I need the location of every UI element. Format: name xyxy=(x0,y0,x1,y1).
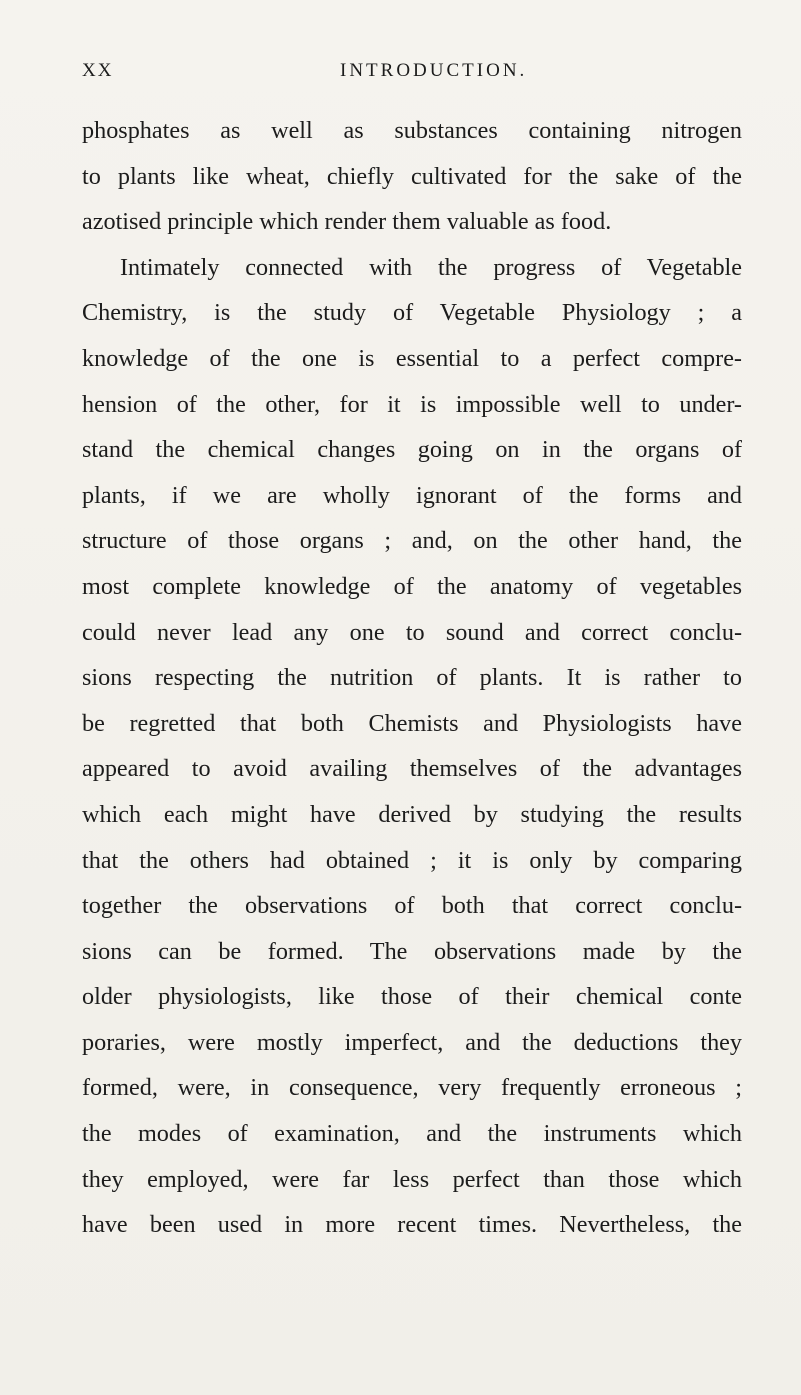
text-line: to plants like wheat, chiefly cultivated for the sake of the xyxy=(82,162,742,190)
text-line: formed, were, in consequence, very frequently erroneous ; xyxy=(82,1074,742,1102)
text-line: that the others had obtained ; it is only by comparing xyxy=(82,846,742,874)
running-head: INTRODUCTION. xyxy=(340,60,528,81)
text-line: hension of the other, for it is impossible well to under- xyxy=(82,390,742,418)
text-line: knowledge of the one is essential to a perfect compre- xyxy=(82,344,742,372)
text-line: azotised principle which render them valuable as food. xyxy=(82,208,612,236)
text-line: could never lead any one to sound and correct conclu- xyxy=(82,618,742,646)
paragraph-first-line: Intimately connected with the progress of Vegetable xyxy=(120,253,742,281)
text-line: phosphates as well as substances containing nitrogen xyxy=(82,117,742,144)
text-line: the modes of examination, and the instruments which xyxy=(82,1120,742,1148)
text-line: sions respecting the nutrition of plants. It is rather to xyxy=(82,664,742,692)
text-line: together the observations of both that correct conclu- xyxy=(82,892,742,920)
page-header xyxy=(82,60,742,90)
text-line: structure of those organs ; and, on the other hand, the xyxy=(82,527,742,555)
text-line: they employed, were far less perfect than those which xyxy=(82,1165,742,1193)
body-text xyxy=(82,108,742,1248)
text-line: be regretted that both Chemists and Physiologists have xyxy=(82,709,742,737)
text-line: Chemistry, is the study of Vegetable Physiology ; a xyxy=(82,299,742,327)
text-line: older physiologists, like those of their chemical conte xyxy=(82,983,742,1011)
text-line: plants, if we are wholly ignorant of the forms and xyxy=(82,481,742,509)
page-number: XX xyxy=(82,60,114,81)
text-line: poraries, were mostly imperfect, and the deductions they xyxy=(82,1028,742,1056)
text-line: appeared to avoid availing themselves of the advantages xyxy=(82,755,742,783)
text-line: have been used in more recent times. Nevertheless, the xyxy=(82,1211,742,1239)
text-line: stand the chemical changes going on in the organs of xyxy=(82,436,742,464)
text-line: sions can be formed. The observations made by the xyxy=(82,937,742,965)
text-line: which each might have derived by studying the results xyxy=(82,800,742,828)
text-line: most complete knowledge of the anatomy of vegetables xyxy=(82,572,742,600)
